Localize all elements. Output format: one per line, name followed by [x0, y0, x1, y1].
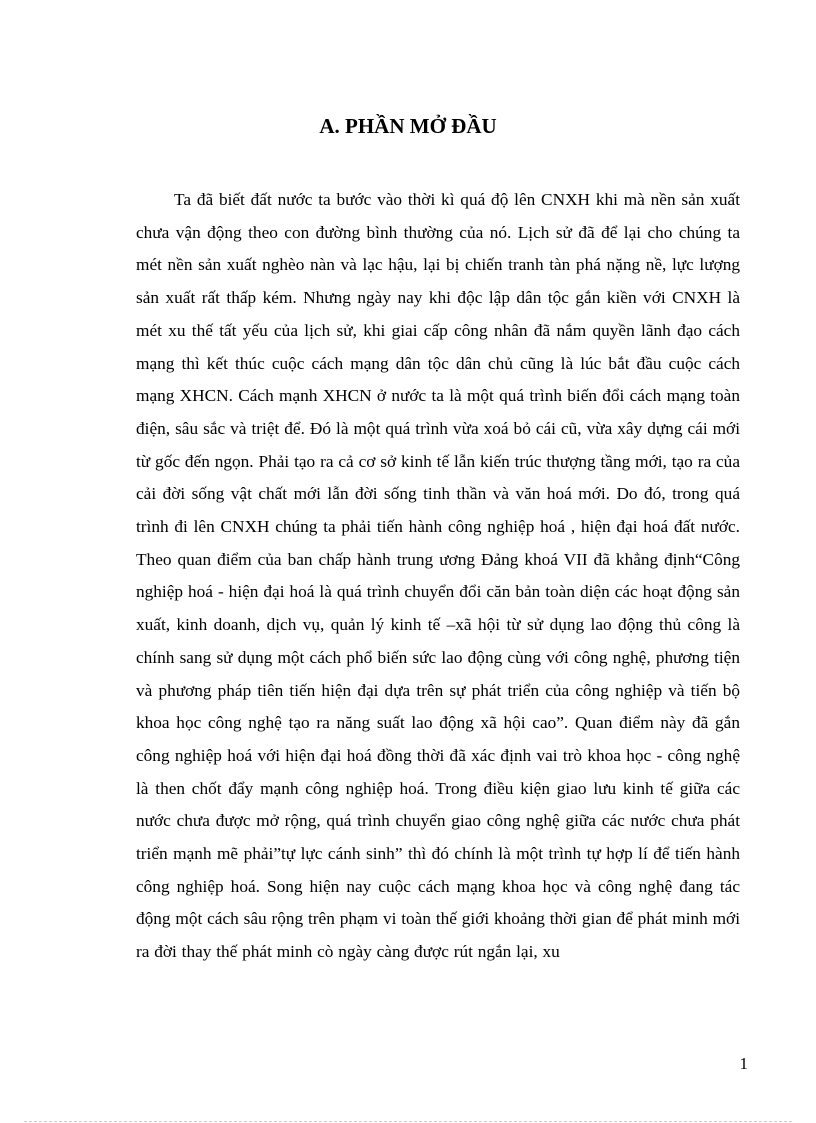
page-bottom-divider [24, 1121, 792, 1122]
body-paragraph: Ta đã biết đất nước ta bước vào thời kì quá độ lên CNXH khi mà nền sản xuất chưa vận động theo con đường bình thường của nó. Lịch sử đã để lại cho chúng ta mét nền sản xuất nghèo nàn và lạc hậu, lại bị chiến tranh tàn phá nặng nề, lực lượng sản xuất rất thấp kém. Nhưng ngày nay khi độc lập dân tộc gắn kiền với CNXH là mét xu thế tất yếu của lịch sử, khi giai cấp công nhân đã nắm quyền lãnh đạo cách mạng thì kết thúc cuộc cách mạng dân tộc dân chủ cũng là lúc bắt đầu cuộc cách mạng XHCN. Cách mạnh XHCN ở nước ta là một quá trình biến đổi cách mạng toàn điện, sâu sắc và triệt để. Đó là một quá trình vừa xoá bỏ cái cũ, vừa xây dựng cái mới từ gốc đến ngọn. Phải tạo ra cả cơ sở kinh tế lẫn kiến trúc thượng tầng mới, tạo ra của cải đời sống vật chất mới lẫn đời sống tinh thần và văn hoá mới. Do đó, trong quá trình đi lên CNXH chúng ta phải tiến hành công nghiệp hoá , hiện đại hoá đất nước. Theo quan điểm của ban chấp hành trung ương Đảng khoá VII đã khẳng định“Công nghiệp hoá - hiện đại hoá là quá trình chuyển đổi căn bản toàn diện các hoạt động sản xuất, kinh doanh, dịch vụ, quản lý kinh tế –xã hội từ sử dụng lao động thủ công là chính sang sử dụng một cách phổ biến sức lao động cùng với công nghệ, phương tiện và phương pháp tiên tiến hiện đại dựa trên sự phát triển của công nghiệp và tiến bộ khoa học công nghệ tạo ra năng suất lao động xã hội cao”. Quan điểm này đã gắn công nghiệp hoá với hiện đại hoá đồng thời đã xác định vai trò khoa học - công nghệ là then chốt đẩy mạnh công nghiệp hoá. Trong điều kiện giao lưu kinh tế giữa các nước chưa được mở rộng, quá trình chuyển giao công nghệ giữa các nước chưa phát triển mạnh mẽ phải”tự lực cánh sinh” thì đó chính là một trình tự hợp lí để tiến hành công nghiệp hoá. Song hiện nay cuộc cách mạng khoa học và công nghệ đang tác động một cách sâu rộng trên phạm vi toàn thế giới khoảng thời gian để phát minh mới ra đời thay thế phát minh cò ngày càng được rút ngắn lại, xu [136, 190, 740, 962]
page-number: 1 [739, 1054, 748, 1073]
section-title: A. PHẦN MỞ ĐẦU [319, 114, 497, 138]
